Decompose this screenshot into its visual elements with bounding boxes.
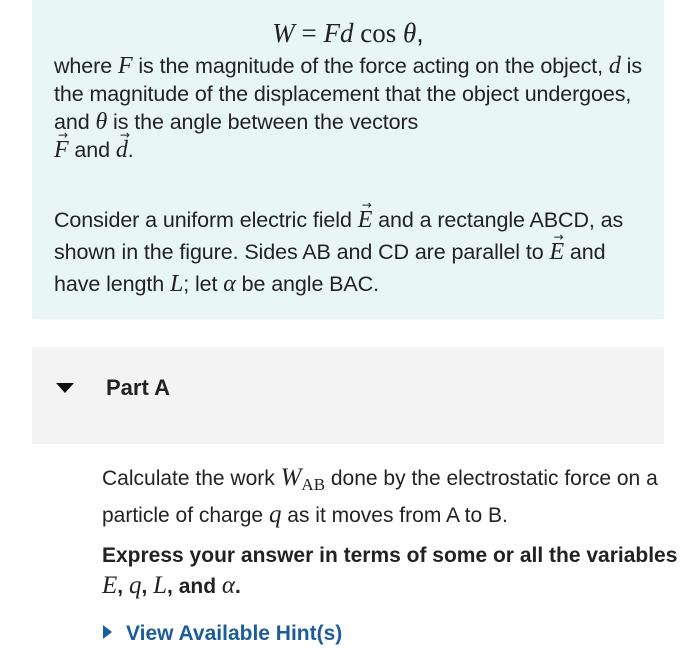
var-l: L (169, 271, 184, 297)
vector-f: → F (54, 136, 69, 164)
formula-w: W (272, 18, 295, 48)
var-theta: θ (95, 109, 108, 135)
text: and a rectangle ABCD, as shown in the figure. Sides AB and CD are parallel to (54, 208, 624, 264)
formula-equals: = (294, 18, 324, 48)
view-hints-link[interactable] (103, 622, 342, 646)
formula-fd: Fd (323, 18, 354, 48)
var-l: L (153, 572, 168, 599)
var-w: W (280, 464, 302, 491)
formula-explanation (54, 52, 654, 164)
var-alpha: α (221, 572, 235, 599)
formula-comma: , (416, 18, 424, 48)
text: and (68, 138, 116, 162)
caret-down-icon[interactable] (56, 383, 74, 393)
var-q: q (128, 572, 142, 599)
text: ; let (183, 272, 224, 296)
text: , (117, 575, 129, 598)
hint-label: View Available Hint(s) (126, 622, 343, 645)
text: where (54, 54, 118, 78)
subscript-ab: AB (301, 475, 326, 494)
var-d: d (608, 53, 621, 79)
vector-d: → d (116, 136, 128, 164)
caret-right-icon[interactable] (103, 625, 112, 639)
var-alpha: α (223, 271, 236, 297)
text: . (235, 575, 241, 598)
text: Express your answer in terms of some or all the variables (102, 544, 678, 567)
formula-theta: θ (402, 18, 417, 48)
work-formula (32, 18, 664, 49)
question-prompt (102, 463, 682, 531)
vector-e: → E (358, 204, 373, 236)
formula-cos: cos (353, 18, 403, 48)
text: , and (167, 575, 222, 598)
part-title: Part A (106, 375, 170, 400)
part-a-header[interactable] (32, 347, 664, 444)
field-description (54, 204, 654, 300)
text: is the magnitude of the displacement that the object undergoes, and (54, 54, 642, 134)
text: be angle BAC. (235, 272, 379, 296)
text: as it moves from A to B. (281, 504, 508, 527)
text: Calculate the work (102, 467, 281, 490)
answer-instructions (102, 541, 682, 602)
text: is the angle between the vectors (107, 110, 419, 134)
var-f: F (117, 53, 133, 79)
text: and have length (54, 240, 606, 296)
vector-e: → E (549, 236, 564, 268)
var-e: E (102, 572, 118, 599)
problem-intro-panel (32, 0, 664, 319)
text: , (141, 575, 154, 598)
text: is the magnitude of the force acting on the object, (132, 54, 609, 78)
text: Consider a uniform electric field (54, 208, 358, 232)
var-q: q (268, 501, 282, 528)
text: done by the electrostatic force on a particle of charge (102, 467, 658, 527)
text: . (127, 138, 134, 162)
